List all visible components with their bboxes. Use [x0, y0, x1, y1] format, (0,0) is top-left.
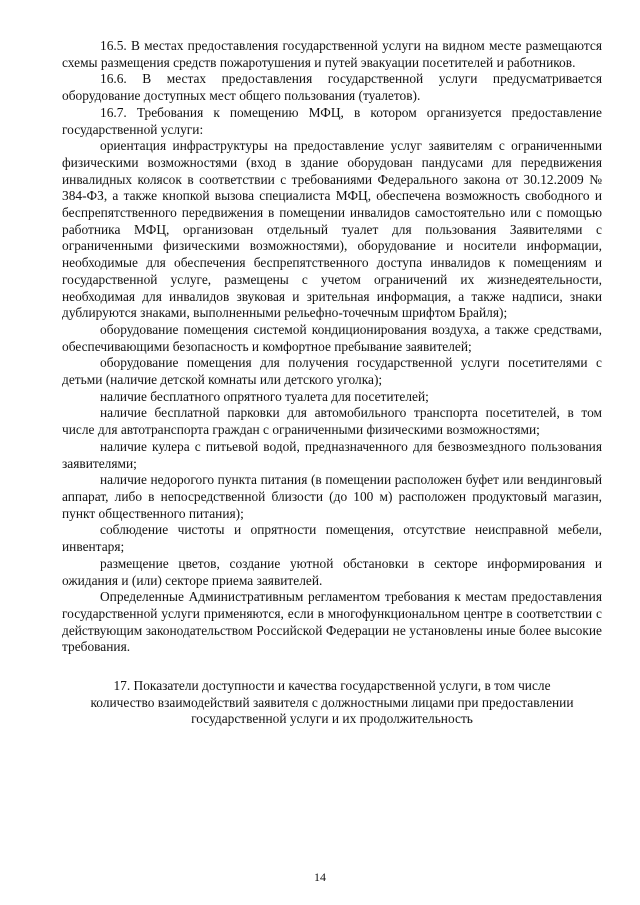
paragraph-parking: наличие бесплатной парковки для автомобильного транспорта посетителей, в том числе для автотранспорта граждан с ограниченными физическими возможностями;	[62, 405, 602, 438]
paragraph-16-7: 16.7. Требования к помещению МФЦ, в котором организуется предоставление государственной услуги:	[62, 104, 602, 137]
paragraph-flowers: размещение цветов, создание уютной обстановки в секторе информирования и ожидания и (или) секторе приема заявителей.	[62, 555, 602, 588]
paragraph-infrastructure: ориентация инфраструктуры на предоставление услуг заявителям с ограниченными физическими возможностями (вход в здание оборудован пандусами для передвижения инвалидных колясок в соответствии с требованиями Федерального закона от 30.12.2009 № 384-ФЗ, а также кнопкой вызова специалиста МФЦ, обеспечена возможность свободного и беспрепятственного передвижения в помещении инвалидов самостоятельно или с помощью работника МФЦ, организован отдельный туалет для пользования Заявителями с ограниченными физическими возможностями), оборудование и носители информации, необходимые для обеспечения беспрепятственного доступа инвалидов к помещениям и государственной услуге, размещены с учетом ограничений их жизнедеятельности, необходимая для инвалидов звуковая и зрительная информация, а также надписи, знаки дублируются знаками, выполненными рельефно-точечным шрифтом Брайля);	[62, 138, 602, 321]
page-number: 14	[314, 870, 326, 884]
section-heading-17: 17. Показатели доступности и качества государственной услуги, в том числе количество взаимодействий заявителя с должностными лицами при предоставлении государственной услуги и их продолжительность	[90, 678, 574, 727]
paragraph-cleanliness: соблюдение чистоты и опрятности помещения, отсутствие неисправной мебели, инвентаря;	[62, 522, 602, 555]
paragraph-food: наличие недорогого пункта питания (в помещении расположен буфет или вендинговый аппарат, либо в непосредственной близости (до 100 м) расположен продуктовый магазин, пункт общественного питания);	[62, 472, 602, 521]
paragraph-water-cooler: наличие кулера с питьевой водой, предназначенного для безвозмездного пользования заявителями;	[62, 438, 602, 471]
paragraph-children-room: оборудование помещения для получения государственной услуги посетителями с детьми (наличие детской комнаты или детского уголка);	[62, 355, 602, 388]
paragraph-toilet: наличие бесплатного опрятного туалета для посетителей;	[100, 388, 429, 404]
paragraph-16-5: 16.5. В местах предоставления государственной услуги на видном месте размещаются схемы размещения средств пожаротушения и путей эвакуации посетителей и работников.	[62, 38, 602, 70]
paragraph-requirements: Определенные Административным регламентом требования к местам предоставления государственной услуги применяются, если в многофункциональном центре в соответствии с действующим законодательством Российской Федерации не установлены иные более высокие требования.	[62, 589, 602, 655]
paragraph-16-6: 16.6. В местах предоставления государственной услуги предусматривается оборудование доступных мест общего пользования (туалетов).	[62, 71, 602, 104]
paragraph-air-conditioning: оборудование помещения системой кондиционирования воздуха, а также средствами, обеспечивающими безопасность и комфортное пребывание заявителей;	[62, 321, 602, 354]
document-page	[62, 38, 602, 728]
